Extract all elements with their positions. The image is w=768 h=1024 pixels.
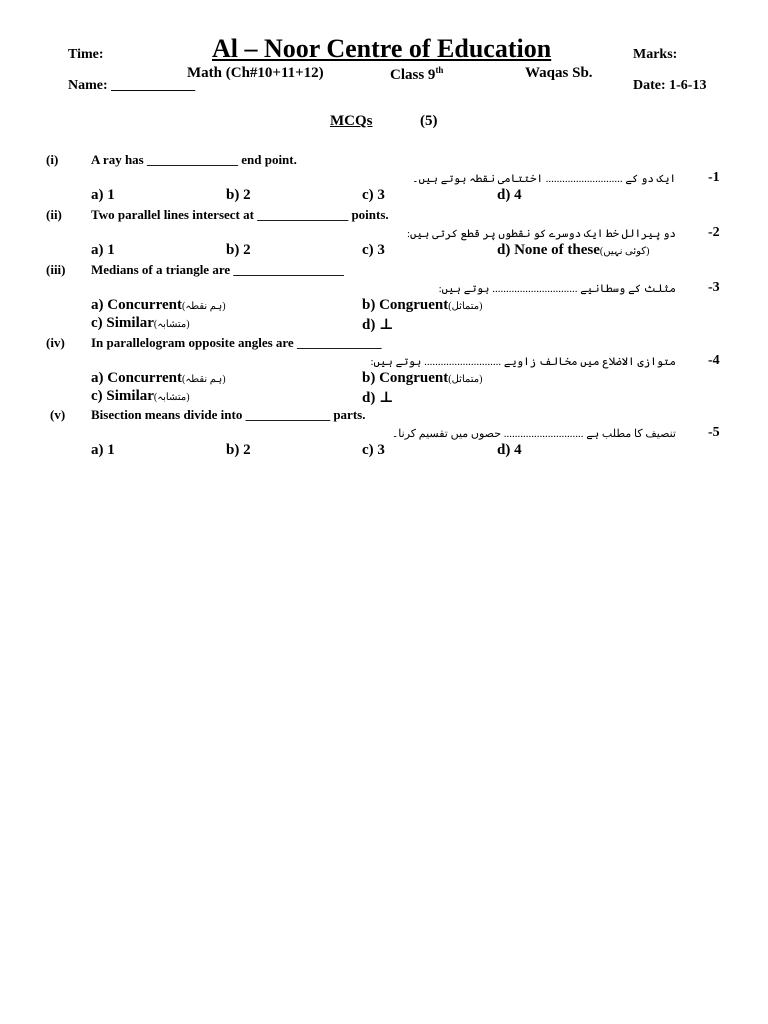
question-text: A ray has ______________ end point. bbox=[91, 152, 297, 167]
option-a: a) 1 bbox=[91, 187, 115, 203]
option-a-text: a) Concurrent bbox=[91, 370, 182, 386]
question-text: In parallelogram opposite angles are _____________ bbox=[91, 335, 382, 350]
option-b-text: b) Congruent bbox=[362, 297, 449, 313]
option-b bbox=[362, 297, 483, 314]
option-a-urdu: (ہم نقطہ) bbox=[181, 374, 226, 385]
marks-label: Marks: bbox=[633, 47, 678, 62]
urdu-number: -5 bbox=[708, 425, 720, 440]
option-d-urdu: (کوئی نہیں) bbox=[599, 246, 650, 257]
option-d: d) 4 bbox=[497, 442, 522, 458]
time-label: Time: bbox=[68, 47, 104, 62]
date-label: Date: 1-6-13 bbox=[633, 78, 707, 93]
question-urdu: دو پیرالل خط ایک دوسرے کو نقطوں پر قطع کرتی ہیں: bbox=[406, 228, 676, 240]
option-d: d) 4 bbox=[497, 187, 522, 203]
question-urdu: ایک دو کے ............................ اختتامی نقطہ ہوتے ہیں۔ bbox=[412, 173, 676, 185]
option-a bbox=[91, 297, 226, 314]
class-label bbox=[390, 65, 443, 84]
option-a-urdu: (ہم نقطہ) bbox=[181, 301, 226, 312]
class-sup: th bbox=[435, 65, 444, 75]
option-c bbox=[91, 388, 190, 405]
option-d: d) ⊥ bbox=[362, 317, 394, 333]
question-number: (iv) bbox=[46, 335, 65, 350]
option-b-text: b) Congruent bbox=[362, 370, 449, 386]
option-a: a) 1 bbox=[91, 242, 115, 258]
urdu-number: -2 bbox=[708, 225, 720, 240]
option-b: b) 2 bbox=[226, 442, 251, 458]
question-number: (v) bbox=[50, 407, 66, 422]
question-urdu: تنصیف کا مطلب ہے ............................. حصوں میں تقسیم کرنا۔ bbox=[391, 428, 676, 440]
option-d-text: d) None of these bbox=[497, 242, 600, 258]
option-a: a) 1 bbox=[91, 442, 115, 458]
section-marks: (5) bbox=[420, 113, 438, 129]
option-d bbox=[497, 242, 649, 259]
question-number: (iii) bbox=[46, 262, 66, 277]
option-b-urdu: (متماثل) bbox=[448, 374, 483, 385]
option-c: c) 3 bbox=[362, 442, 385, 458]
option-c-urdu: (متشابہ) bbox=[153, 319, 190, 330]
subject-label: Math (Ch#10+11+12) bbox=[187, 65, 324, 81]
option-c: c) 3 bbox=[362, 187, 385, 203]
option-b: b) 2 bbox=[226, 187, 251, 203]
question-number: (i) bbox=[46, 152, 59, 167]
question-number: (ii) bbox=[46, 207, 62, 222]
option-c-urdu: (متشابہ) bbox=[153, 392, 190, 403]
option-c-text: c) Similar bbox=[91, 315, 154, 331]
teacher-label: Waqas Sb. bbox=[525, 65, 593, 81]
option-a bbox=[91, 370, 226, 387]
option-b: b) 2 bbox=[226, 242, 251, 258]
option-b-urdu: (متماثل) bbox=[448, 301, 483, 312]
option-c: c) 3 bbox=[362, 242, 385, 258]
option-a-text: a) Concurrent bbox=[91, 297, 182, 313]
option-c bbox=[91, 315, 190, 332]
question-text: Bisection means divide into _____________ parts. bbox=[91, 407, 366, 422]
question-urdu: مثلث کے وسطانیے ............................... ہوتے ہیں: bbox=[438, 283, 676, 295]
question-text: Medians of a triangle are _________________ bbox=[91, 262, 344, 277]
option-d: d) ⊥ bbox=[362, 390, 394, 406]
option-b bbox=[362, 370, 483, 387]
urdu-number: -1 bbox=[708, 170, 720, 185]
question-urdu: متوازی الاضلاع میں مخالف زاویے ............................ ہوتے ہیں: bbox=[370, 356, 676, 368]
page-title: Al – Noor Centre of Education bbox=[212, 34, 552, 63]
option-c-text: c) Similar bbox=[91, 388, 154, 404]
name-field: Name: ____________ bbox=[68, 78, 196, 93]
class-text: Class 9 bbox=[390, 67, 436, 83]
urdu-number: -3 bbox=[708, 280, 720, 295]
section-title: MCQs bbox=[330, 113, 373, 129]
urdu-number: -4 bbox=[708, 353, 720, 368]
question-text: Two parallel lines intersect at ______________ points. bbox=[91, 207, 389, 222]
